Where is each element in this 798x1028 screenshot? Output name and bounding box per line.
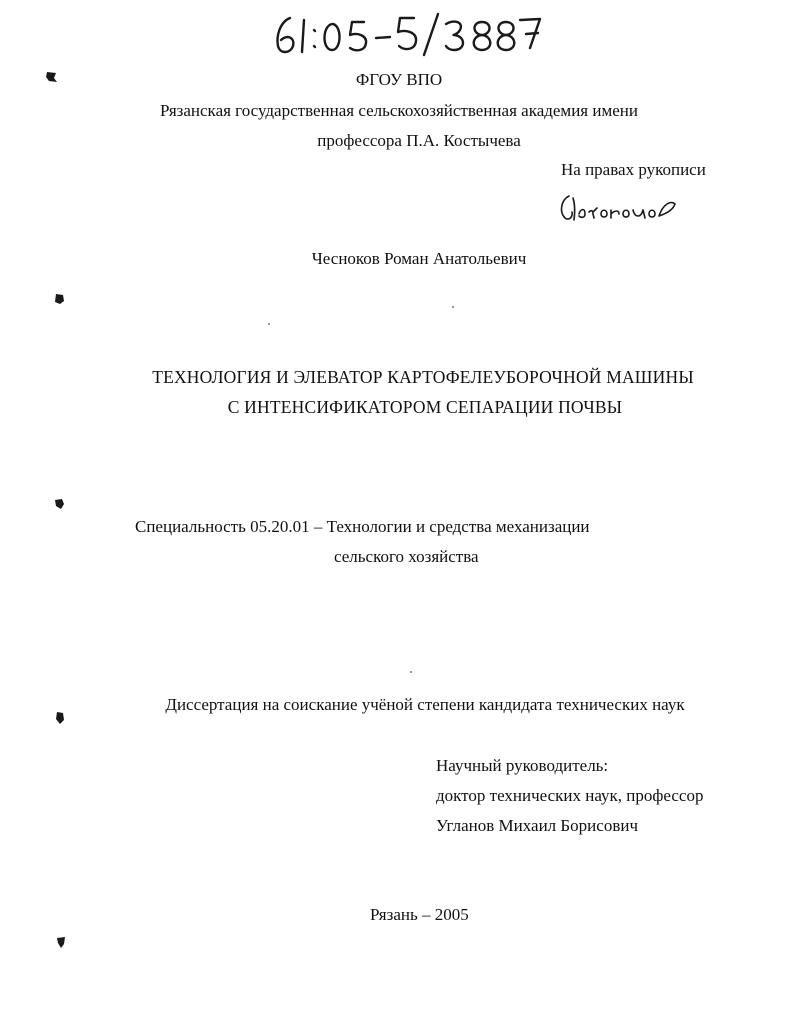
author-signature — [555, 190, 680, 226]
dissertation-title-line2: С ИНТЕНСИФИКАТОРОМ СЕПАРАЦИИ ПОЧВЫ — [227, 397, 623, 417]
margin-mark — [52, 292, 66, 306]
supervisor-label: Научный руководитель: — [436, 756, 609, 775]
dissertation-title-line1: ТЕХНОЛОГИЯ И ЭЛЕВАТОР КАРТОФЕЛЕУБОРОЧНОЙ МАШИНЫ — [152, 367, 694, 387]
organization-name-line1: Рязанская государственная сельскохозяйственная академия имени — [160, 101, 638, 120]
specialty-line1: Специальность 05.20.01 – Технологии и средства механизации — [135, 517, 590, 536]
scan-speck — [452, 306, 454, 308]
organization-name-line2: профессора П.А. Костычева — [317, 131, 521, 150]
handwritten-archive-code — [268, 8, 548, 58]
rights-note: На правах рукописи — [561, 160, 706, 179]
scan-speck — [268, 323, 270, 325]
city-year: Рязань – 2005 — [370, 905, 469, 924]
dissertation-degree-statement: Диссертация на соискание учёной степени кандидата технических наук — [165, 695, 685, 714]
margin-mark — [55, 935, 67, 949]
supervisor-name: Угланов Михаил Борисович — [436, 816, 638, 835]
author-name: Чесноков Роман Анатольевич — [311, 249, 527, 268]
organization-short: ФГОУ ВПО — [355, 70, 443, 89]
specialty-line2: сельского хозяйства — [334, 547, 479, 566]
supervisor-degree: доктор технических наук, профессор — [436, 786, 704, 805]
margin-mark — [52, 497, 66, 511]
scan-speck — [410, 671, 412, 673]
